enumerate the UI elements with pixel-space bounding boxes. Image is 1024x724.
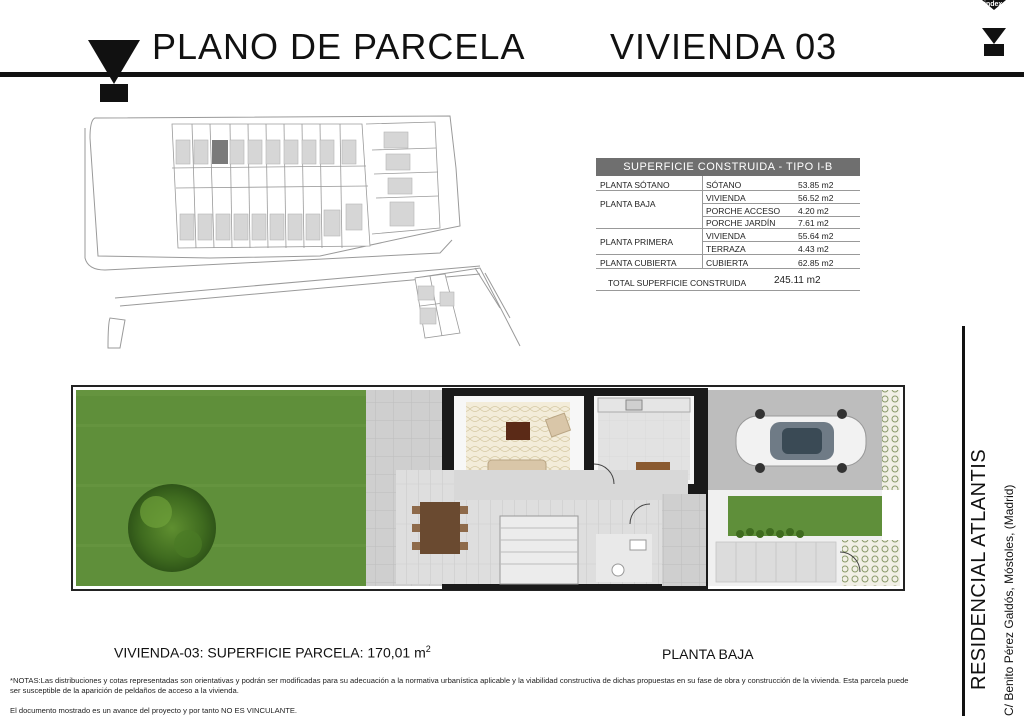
- page-title: PLANO DE PARCELA: [152, 26, 526, 67]
- table-space-label: SÓTANO: [706, 180, 742, 190]
- table-space-label: VIVIENDA: [706, 193, 746, 203]
- parcel-surface-label: [114, 644, 431, 661]
- table-area-value: 55.64 m2: [798, 231, 834, 241]
- table-total-value: 245.11 m2: [774, 275, 821, 286]
- table-floor-label: PLANTA BAJA: [600, 199, 656, 209]
- parcel-surface-text: VIVIENDA-03: SUPERFICIE PARCELA: 170,01 m: [114, 644, 426, 661]
- table-area-value: 4.43 m2: [798, 244, 829, 254]
- table-area-value: 62.85 m2: [798, 258, 834, 268]
- index-logo: [972, 0, 1016, 60]
- surface-table-heading: SUPERFICIE CONSTRUIDA - TIPO I-B: [596, 158, 860, 176]
- header-triangle-mark: [88, 40, 140, 84]
- table-floor-label: PLANTA CUBIERTA: [600, 258, 677, 268]
- table-area-value: 4.20 m2: [798, 206, 829, 216]
- project-address: C/ Benito Pérez Galdós, Móstoles, (Madrid): [1002, 484, 1016, 716]
- tree-icon: [128, 484, 216, 572]
- car-icon: [736, 409, 866, 473]
- table-space-label: PORCHE ACCESO: [706, 206, 781, 216]
- project-name: RESIDENCIAL ATLANTIS: [968, 448, 990, 690]
- header-rule: [0, 72, 1024, 77]
- site-key-plan: [80, 108, 530, 358]
- side-panel-rule: [962, 326, 965, 716]
- disclaimer-text: El documento mostrado es un avance del proyecto y por tanto NO ES VINCULANTE.: [10, 706, 298, 715]
- floor-plan-drawing: [70, 384, 910, 594]
- table-area-value: 56.52 m2: [798, 193, 834, 203]
- highlighted-plot: [212, 140, 228, 164]
- page-subtitle: VIVIENDA 03: [610, 26, 838, 67]
- table-area-value: 7.61 m2: [798, 218, 829, 228]
- table-area-value: 53.85 m2: [798, 180, 834, 190]
- table-floor-label: PLANTA PRIMERA: [600, 237, 674, 247]
- table-space-label: VIVIENDA: [706, 231, 746, 241]
- header-bar-mark: [100, 84, 128, 102]
- table-space-label: PORCHE JARDÍN: [706, 218, 776, 228]
- parcel-surface-unit-sup: 2: [425, 644, 431, 654]
- logo-text: index: [984, 1, 1003, 8]
- table-floor-label: PLANTA SÓTANO: [600, 180, 670, 190]
- table-total-label: TOTAL SUPERFICIE CONSTRUIDA: [608, 278, 747, 288]
- table-space-label: TERRAZA: [706, 244, 746, 254]
- notes-text: *NOTAS:Las distribuciones y cotas representadas son orientativas y podrán ser modificadas para su adecuación a la normativa urbanística aplicable y la viabilidad constructiva de dichas propuestas en su fase de obra y construcción de la vivienda. Esta parcela puede ser susceptible de la aparición de peldaños de acceso a la vivienda.: [10, 676, 909, 695]
- table-space-label: CUBIERTA: [706, 258, 749, 268]
- floor-name-label: PLANTA BAJA: [662, 646, 754, 662]
